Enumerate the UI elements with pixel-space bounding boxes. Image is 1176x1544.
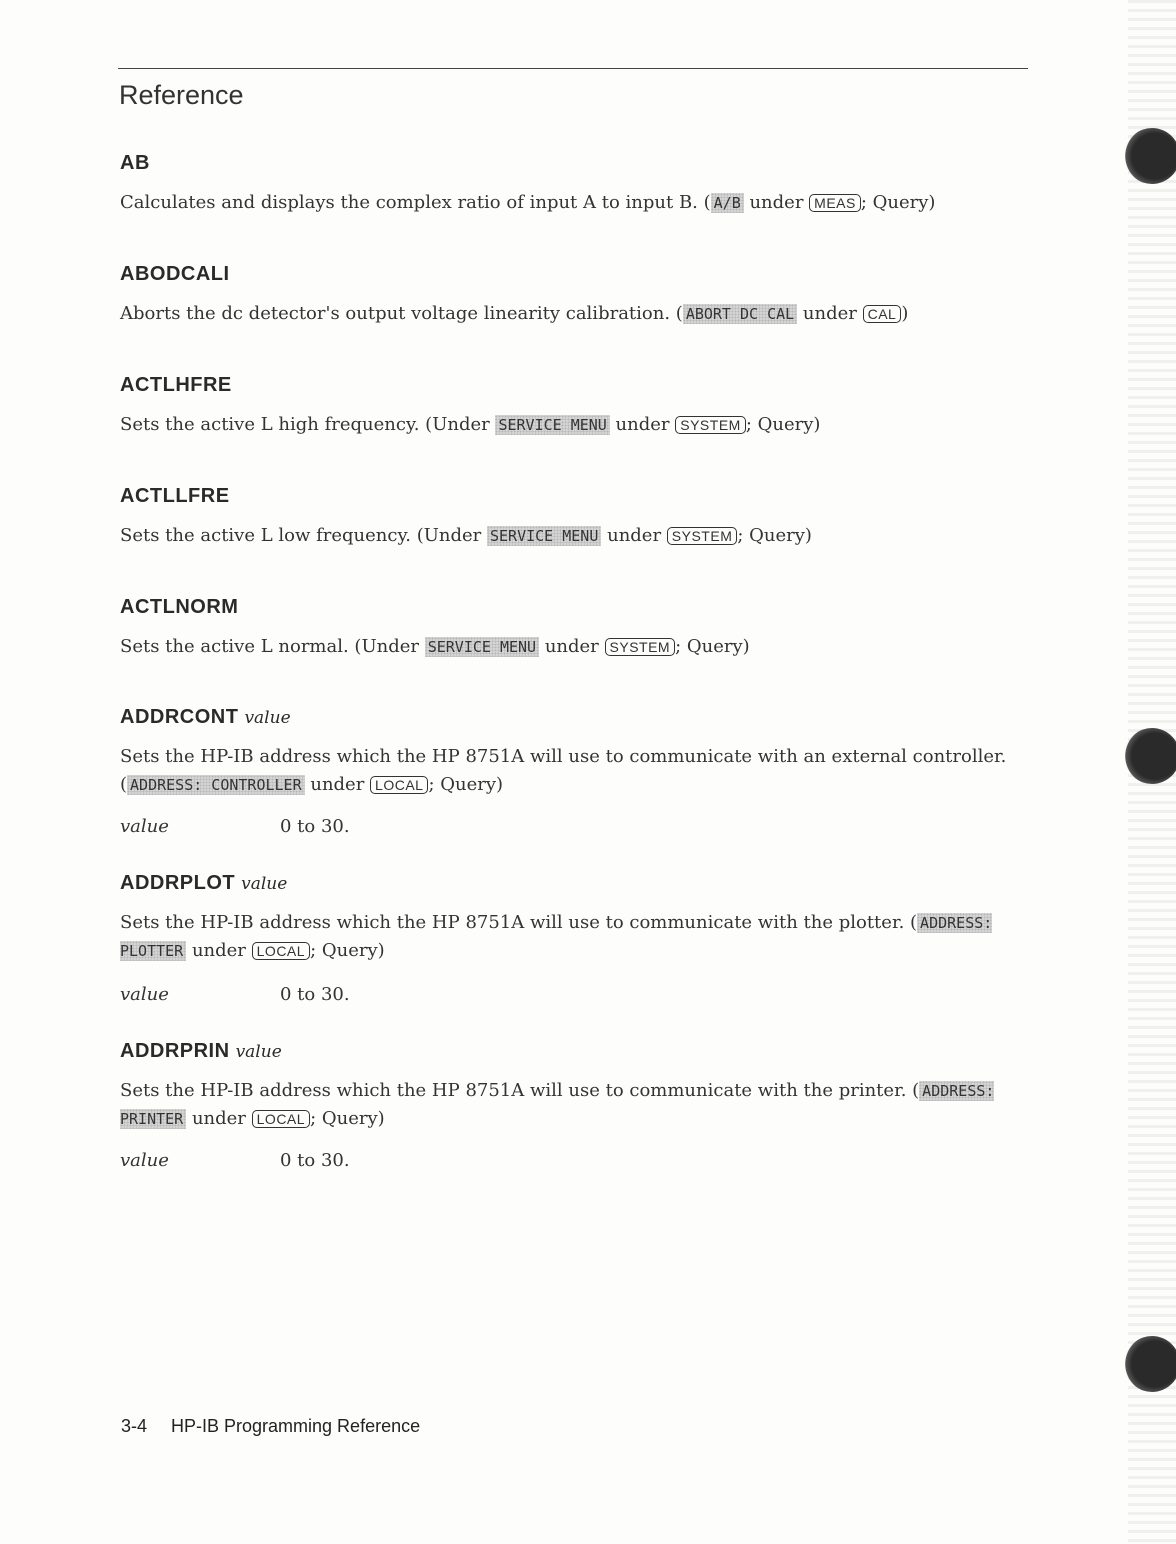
command-description: Sets the HP-IB address which the HP 8751A will use to communicate with the plotter. ( ADDRESS: PLOTTER under LOCAL ; Query) <box>120 912 993 961</box>
hardkey-label: SYSTEM <box>605 638 676 656</box>
parameter-name: value <box>244 708 291 728</box>
command-name: ABODCALI <box>120 263 230 285</box>
hardkey-label: LOCAL <box>252 942 310 960</box>
hardkey-label: SYSTEM <box>667 527 738 545</box>
command-description: Aborts the dc detector's output voltage linearity calibration. ( ABORT DC CAL under CAL ) <box>120 303 909 324</box>
parameter-name: value <box>241 874 288 894</box>
command-description: Sets the active L normal. (Under SERVICE MENU under SYSTEM ; Query) <box>120 636 750 657</box>
command-description: Sets the HP-IB address which the HP 8751A will use to communicate with an external controller. ( ADDRESS: CONTROLLER under LOCAL ; Query) <box>120 746 1007 795</box>
entry-actllfre <box>120 485 1020 550</box>
hardkey-label: LOCAL <box>252 1110 310 1128</box>
softkey-label: ADDRESS: CONTROLLER <box>127 775 305 795</box>
footer-title: HP-IB Programming Reference <box>171 1416 421 1436</box>
value-range-row <box>120 984 350 1005</box>
hardkey-label: LOCAL <box>370 776 428 794</box>
command-name: ADDRCONT value <box>120 706 291 728</box>
softkey-label: SERVICE MENU <box>495 415 609 435</box>
binder-hole <box>1124 1336 1176 1392</box>
entry-actlnorm <box>120 596 1020 661</box>
binder-hole <box>1124 728 1176 784</box>
entry-ab <box>120 152 1020 217</box>
value-range: 0 to 30. <box>280 1150 350 1171</box>
page-number: 3-4 <box>121 1416 148 1436</box>
hardkey-label: SYSTEM <box>675 416 746 434</box>
parameter-name: value <box>235 1042 282 1062</box>
softkey-label: ABORT DC CAL <box>683 304 797 324</box>
page-footer <box>121 1416 420 1437</box>
command-name: ACTLLFRE <box>120 485 230 507</box>
softkey-label: SERVICE MENU <box>487 526 601 546</box>
entry-addrcont <box>120 706 1020 799</box>
command-description: Calculates and displays the complex ratio of input A to input B. ( A/B under MEAS ; Query) <box>120 192 936 213</box>
command-name: ACTLNORM <box>120 596 239 618</box>
command-name: AB <box>120 152 150 174</box>
hardkey-label: MEAS <box>809 194 861 212</box>
command-name: ADDRPRIN value <box>120 1040 282 1062</box>
softkey-label: ADDRESS: PLOTTER <box>120 914 993 960</box>
softkey-label: SERVICE MENU <box>425 637 539 657</box>
value-range: 0 to 30. <box>280 816 350 837</box>
softkey-label: ADDRESS: PRINTER <box>120 1082 995 1128</box>
page-title: Reference <box>119 80 244 110</box>
command-name: ACTLHFRE <box>120 374 232 396</box>
value-range: 0 to 30. <box>280 984 350 1005</box>
command-description: Sets the active L high frequency. (Under SERVICE MENU under SYSTEM ; Query) <box>120 414 821 435</box>
command-name: ADDRPLOT value <box>120 872 288 894</box>
value-range-row <box>120 816 350 837</box>
value-range-row <box>120 1150 350 1171</box>
command-description: Sets the HP-IB address which the HP 8751A will use to communicate with the printer. ( ADDRESS: PRINTER under LOCAL ; Query) <box>120 1080 995 1129</box>
entry-addrprin <box>120 1040 1020 1133</box>
entry-addrplot <box>120 872 1020 965</box>
value-label: value <box>120 1150 169 1171</box>
hardkey-label: CAL <box>863 305 902 323</box>
softkey-label: A/B <box>711 193 744 213</box>
entry-actlhfre <box>120 374 1020 439</box>
header-rule <box>118 68 1028 69</box>
command-description: Sets the active L low frequency. (Under SERVICE MENU under SYSTEM ; Query) <box>120 525 812 546</box>
value-label: value <box>120 816 169 837</box>
entry-abodcali <box>120 263 1020 328</box>
binder-hole <box>1124 128 1176 184</box>
value-label: value <box>120 984 169 1005</box>
